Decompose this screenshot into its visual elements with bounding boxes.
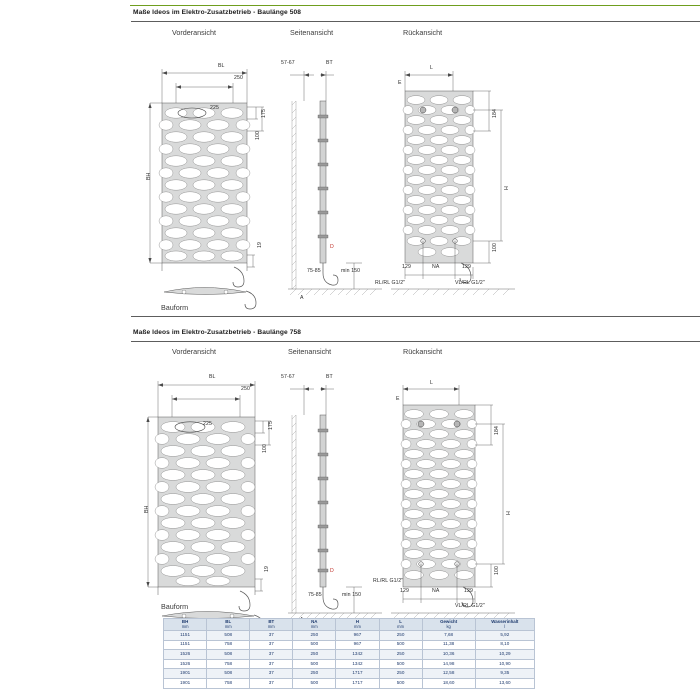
cell-gewicht: 11,38: [422, 640, 475, 650]
cell-bt: 37: [250, 678, 293, 688]
dim-side-min150: min 150: [342, 592, 362, 598]
dim-side-bt: BT: [326, 374, 333, 380]
cell-l: 500: [379, 640, 422, 650]
section-title: Maße Ideos im Elektro-Zusatzbetrieb - Baulänge 758: [133, 329, 302, 336]
section-title-underline: [131, 341, 700, 342]
dim-front-225: 225: [210, 105, 219, 111]
dim-front-100: 100: [262, 444, 268, 453]
cell-bh: 1901: [164, 678, 207, 688]
label-conn-left: RL/RL G1/2": [373, 578, 404, 584]
col-na: [293, 619, 336, 631]
col-h-unit: mm: [354, 623, 361, 629]
label-conn-right: VL/RL G1/2": [455, 280, 485, 286]
col-l: [379, 619, 422, 631]
section-title: Maße Ideos im Elektro-Zusatzbetrieb - Baulänge 508: [133, 9, 302, 16]
view-label-bauform: Bauform: [161, 303, 189, 312]
dim-back-h: H: [506, 511, 512, 515]
dim-front-250: 250: [241, 386, 250, 392]
cell-bl: 758: [207, 678, 250, 688]
cell-l: 250: [379, 631, 422, 641]
dim-back-e: E: [396, 396, 400, 402]
dim-side-plug: 75-85: [307, 268, 321, 274]
table-row: [164, 650, 535, 660]
col-gewicht: [422, 619, 475, 631]
table-row: [164, 659, 535, 669]
cell-bt: 37: [250, 669, 293, 679]
cell-gewicht: 18,60: [422, 678, 475, 688]
dim-front-100: 100: [255, 131, 261, 140]
cell-h: 967: [336, 640, 379, 650]
table-row: [164, 678, 535, 688]
dim-back-184: 184: [492, 109, 498, 118]
cell-bh: 1901: [164, 669, 207, 679]
label-conn-right: VL/RL G1/2": [455, 603, 485, 609]
cell-na: 250: [293, 631, 336, 641]
view-label-side: Seitenansicht: [290, 28, 334, 37]
col-na-label: NA: [311, 619, 318, 625]
cell-na: 500: [293, 678, 336, 688]
spec-table-head: [164, 619, 535, 631]
cell-bt: 37: [250, 659, 293, 669]
dim-back-h: H: [504, 186, 510, 190]
cell-gewicht: 7,68: [422, 631, 475, 641]
col-gewicht-unit: kg: [446, 623, 451, 629]
dim-side-bt: BT: [326, 60, 333, 66]
col-h: [336, 619, 379, 631]
col-h-label: H: [355, 619, 360, 625]
cell-na: 250: [293, 669, 336, 679]
view-label-front: Vorderansicht: [172, 347, 216, 356]
front-view-drawing-508: [140, 45, 300, 310]
col-bt: [250, 619, 293, 631]
cell-wasserinhalt: 8,10: [475, 640, 534, 650]
cell-h: 1717: [336, 678, 379, 688]
table-row: [164, 631, 535, 641]
dim-back-na: NA: [432, 588, 440, 594]
dim-back-na: NA: [432, 264, 440, 270]
table-header-row: [164, 619, 535, 631]
cell-wasserinhalt: 9,35: [475, 669, 534, 679]
cell-bl: 508: [207, 631, 250, 641]
dim-side-marker: D: [330, 244, 334, 250]
dim-front-225: 225: [203, 421, 212, 427]
col-wasserinhalt-unit: l: [504, 623, 506, 629]
col-bh-label: BH: [181, 619, 189, 625]
col-bh: [164, 619, 207, 631]
dim-front-bh: BH: [144, 505, 150, 513]
dim-back-184: 184: [494, 426, 500, 435]
spec-table-body: [164, 631, 535, 689]
section-baulaenge-508: [0, 0, 700, 318]
dim-back-l: L: [430, 380, 433, 386]
dim-front-19: 19: [257, 242, 263, 248]
side-view-drawing-508: [282, 45, 387, 310]
cell-l: 500: [379, 659, 422, 669]
cell-gewicht: 10,36: [422, 650, 475, 660]
dim-side-depth: 57-67: [281, 60, 295, 66]
dim-back-left-129: 129: [402, 264, 411, 270]
section-title-underline: [131, 21, 700, 22]
cell-gewicht: 14,98: [422, 659, 475, 669]
dim-back-left-129: 129: [400, 588, 409, 594]
cell-bh: 1151: [164, 631, 207, 641]
view-label-bauform: Bauform: [161, 602, 189, 611]
dim-side-marker: D: [330, 568, 334, 574]
cell-na: 250: [293, 650, 336, 660]
cell-bt: 37: [250, 631, 293, 641]
front-view-drawing-758: [140, 363, 300, 628]
dim-back-100: 100: [492, 243, 498, 252]
cell-bl: 758: [207, 659, 250, 669]
dim-front-bl: BL: [218, 63, 225, 69]
dim-back-l: L: [430, 65, 433, 71]
cell-wasserinhalt: 10,90: [475, 659, 534, 669]
dim-side-min150: min 150: [341, 268, 361, 274]
dim-front-bh: BH: [146, 172, 152, 180]
cell-bh: 1526: [164, 650, 207, 660]
cell-bl: 508: [207, 650, 250, 660]
dim-front-19: 19: [264, 566, 270, 572]
cell-bl: 758: [207, 640, 250, 650]
dim-side-plug: 75-85: [308, 592, 322, 598]
view-label-front: Vorderansicht: [172, 28, 216, 37]
cell-wasserinhalt: 13,60: [475, 678, 534, 688]
cell-l: 250: [379, 669, 422, 679]
col-l-unit: mm: [397, 623, 404, 629]
dim-side-depth: 57-67: [281, 374, 295, 380]
cell-h: 967: [336, 631, 379, 641]
table-row: [164, 640, 535, 650]
dim-front-250: 250: [234, 75, 243, 81]
cell-na: 500: [293, 659, 336, 669]
cell-bl: 508: [207, 669, 250, 679]
col-l-label: L: [399, 619, 402, 625]
cell-gewicht: 12,58: [422, 669, 475, 679]
cell-bh: 1151: [164, 640, 207, 650]
cell-na: 500: [293, 640, 336, 650]
col-na-unit: mm: [310, 623, 318, 629]
cell-bh: 1526: [164, 659, 207, 669]
cell-wasserinhalt: 10,29: [475, 650, 534, 660]
cell-h: 1342: [336, 650, 379, 660]
col-bh-unit: mm: [181, 623, 189, 629]
dim-back-right-129: 129: [462, 264, 471, 270]
label-conn-left: RL/RL G1/2": [375, 280, 406, 286]
dim-front-bl: BL: [209, 374, 216, 380]
cell-bt: 37: [250, 650, 293, 660]
col-bt-unit: mm: [267, 623, 275, 629]
side-view-drawing-758: [282, 363, 387, 628]
col-bt-label: BT: [268, 619, 275, 625]
view-label-side: Seitenansicht: [288, 347, 332, 356]
table-row: [164, 669, 535, 679]
view-label-back: Rückansicht: [403, 347, 443, 356]
col-bl-label: BL: [225, 619, 232, 625]
cell-l: 500: [379, 678, 422, 688]
cell-l: 250: [379, 650, 422, 660]
cell-wasserinhalt: 5,92: [475, 631, 534, 641]
col-wasserinhalt: [475, 619, 534, 631]
dim-back-right-129: 129: [464, 588, 473, 594]
cell-h: 1342: [336, 659, 379, 669]
col-bl-unit: mm: [224, 623, 232, 629]
dim-back-e: E: [398, 80, 402, 86]
col-wasserinhalt-label: Wasserinhalt: [491, 619, 519, 625]
col-bl: [207, 619, 250, 631]
view-label-back: Rückansicht: [403, 28, 443, 37]
dim-front-175: 175: [261, 109, 267, 118]
dim-side-axis: A: [300, 295, 304, 301]
col-gewicht-label: Gewicht: [440, 619, 458, 625]
spec-table: [163, 618, 535, 689]
section-divider: [131, 316, 700, 317]
back-view-drawing-508: [385, 45, 535, 310]
cell-bt: 37: [250, 640, 293, 650]
dim-front-175: 175: [268, 421, 274, 430]
dim-back-100: 100: [494, 566, 500, 575]
cell-h: 1717: [336, 669, 379, 679]
